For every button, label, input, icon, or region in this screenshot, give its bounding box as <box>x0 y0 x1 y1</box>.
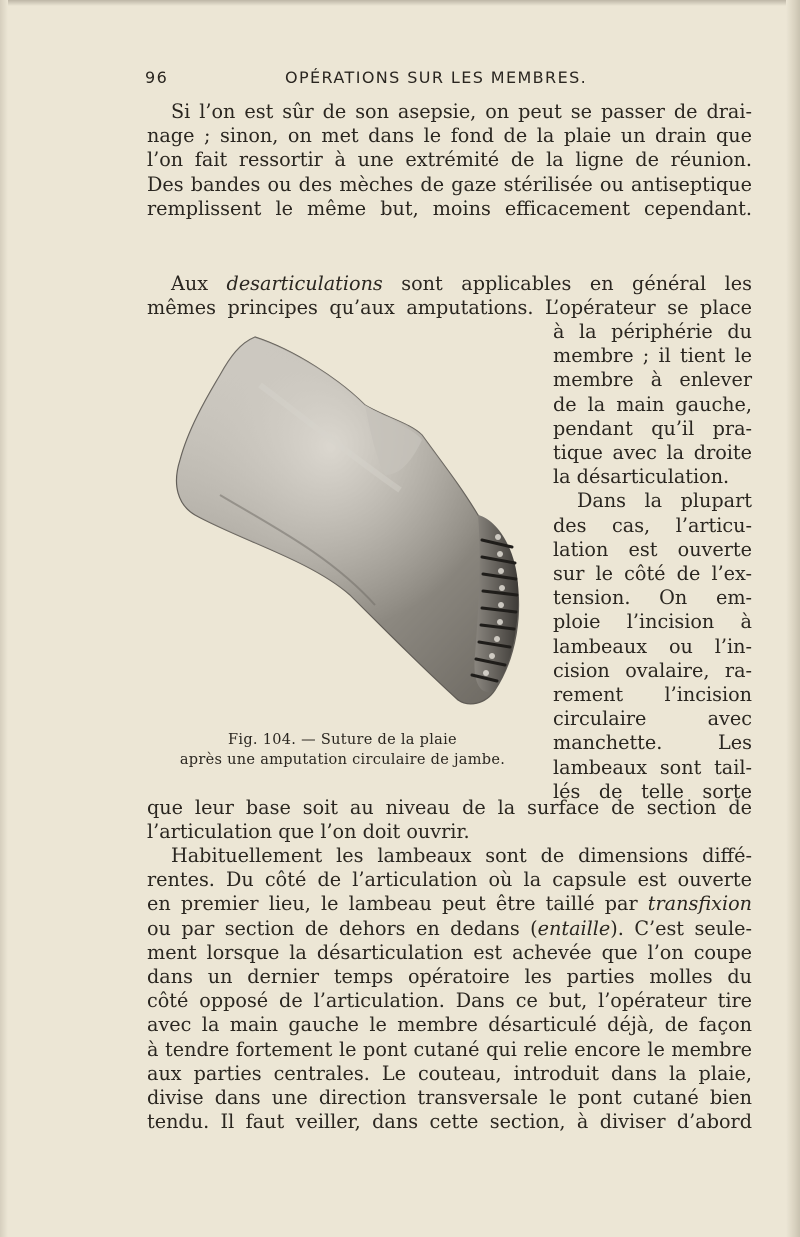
wrap-line: lés de telle sorte <box>553 779 752 803</box>
page-number: 96 <box>145 68 169 87</box>
wrap-line: lation est ouverte <box>553 537 752 561</box>
wrap-line: tique avec la droite <box>553 441 752 465</box>
paragraph-4-line: rentes. Du côté de l’articulation où la capsule est ouverte <box>147 868 752 892</box>
paragraph-3-line: que leur base soit au niveau de la surface de section de <box>147 796 752 819</box>
paragraph-4-line: avec la main gauche le membre désarticulé déjà, de façon <box>147 1013 752 1037</box>
paragraph-3-line: l’articulation que l’on doit ouvrir. <box>147 820 470 844</box>
wrap-line: lambeaux sont tail- <box>553 755 752 779</box>
paragraph-4-text: ). C’est seule- <box>610 916 752 940</box>
paragraph-4-text: en premier lieu, le lambeau peut être taillé par <box>147 892 648 916</box>
paragraph-4-line: dans un dernier temps opératoire les parties molles du <box>147 965 752 989</box>
paragraph-4-line <box>147 892 752 916</box>
paragraph-2-line: mêmes principes qu’aux amputations. L’opérateur se place <box>147 296 752 320</box>
page-edge-right <box>786 0 800 1237</box>
paragraph-1-line: Des bandes ou des mèches de gaze stérilisée ou antiseptique <box>147 172 752 196</box>
wrap-line: de la main gauche, <box>553 392 752 416</box>
wrap-line: manchette. Les <box>553 731 752 755</box>
paragraph-1-line: nage ; sinon, on met dans le fond de la plaie un drain que <box>147 124 752 148</box>
header-title: OPÉRATIONS SUR LES MEMBRES. <box>285 68 588 87</box>
paragraph-4-line: côté opposé de l’articulation. Dans ce but, l’opérateur tire <box>147 989 752 1013</box>
wrap-line: cision ovalaire, ra- <box>553 658 752 682</box>
wrap-line: à la périphérie du <box>553 320 752 343</box>
figure-caption <box>150 730 535 770</box>
running-head <box>145 68 750 92</box>
amputated-leg-suture-drawing <box>160 325 530 725</box>
paragraph-4-line <box>147 917 752 941</box>
paragraph-4-line: ment lorsque la désarticulation est achevée que l’on coupe <box>147 940 752 964</box>
paragraph-4-line: à tendre fortement le pont cutané qui relie encore le membre <box>147 1037 752 1061</box>
wrap-line: ploie l’incision à <box>553 610 752 634</box>
paragraph-4-text: ou par section de dehors en dedans ( <box>147 916 538 940</box>
wrap-line: tension. On em- <box>553 586 752 610</box>
caption-line: Fig. 104. — Suture de la plaie <box>228 732 457 748</box>
paragraph-2-text: sont applicables en général les <box>382 272 752 295</box>
page-edge-top <box>0 0 800 6</box>
wrap-line: lambeaux ou l’in- <box>553 634 752 658</box>
figure-104-illustration <box>160 325 530 725</box>
wrap-line: membre ; il tient le <box>553 344 752 368</box>
wrapped-text-column <box>553 320 752 804</box>
wrap-line: sur le côté de l’ex- <box>553 562 752 586</box>
paragraph-1-line: l’on fait ressortir à une extrémité de la ligne de réunion. <box>147 148 752 172</box>
wrap-line: membre à enlever <box>553 368 752 392</box>
paragraph-1-line: remplissent le même but, moins efficacement cependant. <box>147 196 752 220</box>
paragraph-4-line: Habituellement les lambeaux sont de dimensions diffé- <box>171 844 752 867</box>
italic-term-entaille: entaille <box>537 916 611 940</box>
paragraph-3-continuation <box>147 796 752 844</box>
paragraph-4-line: divise dans une direction transversale le pont cutané bien <box>147 1086 752 1110</box>
paragraph-4 <box>147 844 752 1134</box>
paragraph-2-text: Aux <box>171 272 227 295</box>
paragraph-1-line: Si l’on est sûr de son asepsie, on peut se passer de drai- <box>171 100 752 123</box>
wrap-line: Dans la plupart <box>577 489 752 513</box>
italic-term-transfixion: transfixion <box>647 892 752 916</box>
paragraph-4-line: aux parties centrales. Le couteau, introduit dans la plaie, <box>147 1061 752 1085</box>
wrap-line: circulaire avec <box>553 707 752 731</box>
caption-line: après une amputation circulaire de jambe. <box>179 752 506 768</box>
page-edge-left <box>0 0 8 1237</box>
paragraph-4-line: tendu. Il faut veiller, dans cette section, à diviser d’abord <box>147 1110 752 1134</box>
wrap-line: rement l’incision <box>553 683 752 707</box>
wrap-line: pendant qu’il pra- <box>553 416 752 440</box>
paragraph-1 <box>147 100 752 221</box>
italic-term-desarticulations: desarticulations <box>226 272 383 295</box>
paragraph-2 <box>147 272 752 320</box>
wrap-line: des cas, l’articu- <box>553 513 752 537</box>
paragraph-2-line <box>147 272 752 296</box>
wrap-line: la désarticulation. <box>553 465 730 489</box>
